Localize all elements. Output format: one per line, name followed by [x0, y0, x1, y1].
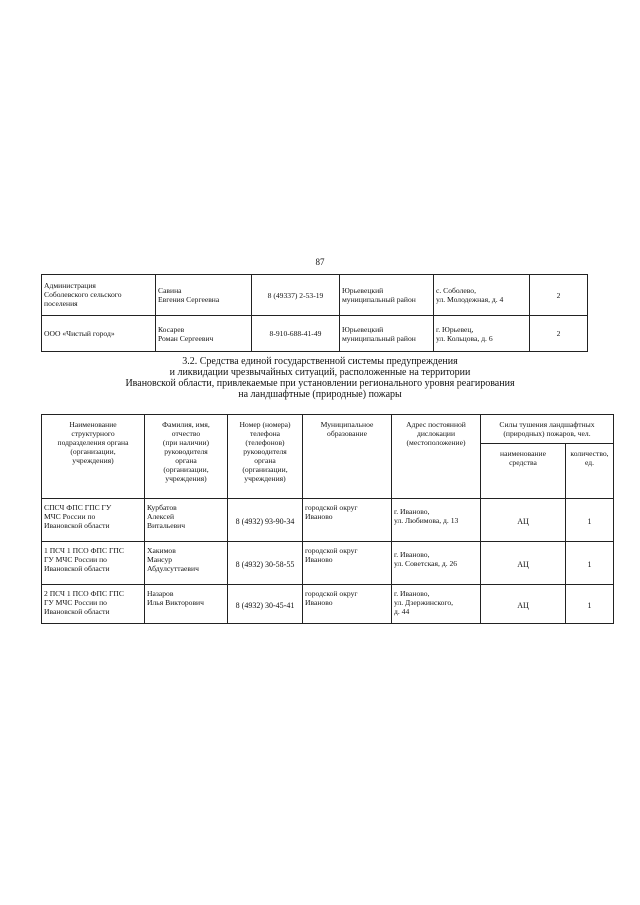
count-cell: 2 — [530, 275, 588, 316]
emergency-forces-table — [41, 414, 614, 624]
table-row — [42, 585, 614, 624]
unit-cell: СПСЧ ФПС ГПС ГУ МЧС России по Ивановской области — [42, 499, 145, 542]
means-cell: АЦ — [481, 585, 566, 624]
address-cell: г. Иваново, ул. Дзержинского, д. 44 — [392, 585, 481, 624]
unit-cell: 2 ПСЧ 1 ПСО ФПС ГПС ГУ МЧС России по Ивановской области — [42, 585, 145, 624]
phone-cell: 8 (49337) 2-53-19 — [252, 275, 340, 316]
header-means-name: наименование средства — [481, 444, 566, 499]
municipality-cell: городской округ Иваново — [303, 542, 392, 585]
contacts-table-continued — [41, 274, 588, 352]
header-forces: Силы тушения ландшафтных (природных) пожаров, чел. — [481, 415, 614, 444]
header-quantity: количество, ед. — [566, 444, 614, 499]
municipality-cell: городской округ Иваново — [303, 499, 392, 542]
name-cell: Хакимов Мансур Абдулсуттаевич — [145, 542, 228, 585]
quantity-cell: 1 — [566, 499, 614, 542]
name-cell: Курбатов Алексей Витальевич — [145, 499, 228, 542]
org-name-cell: ООО «Чистый город» — [42, 316, 156, 352]
address-cell: г. Иваново, ул. Любимова, д. 13 — [392, 499, 481, 542]
count-cell: 2 — [530, 316, 588, 352]
header-phone: Номер (номера) телефона (телефонов) руководителя органа (организации, учреждения) — [228, 415, 303, 499]
table-header-row — [42, 415, 614, 444]
quantity-cell: 1 — [566, 542, 614, 585]
address-cell: г. Юрьевец, ул. Кольцова, д. 6 — [434, 316, 530, 352]
header-address: Адрес постоянной дислокации (местоположение) — [392, 415, 481, 499]
table-row — [42, 316, 588, 352]
person-cell: Косарев Роман Сергеевич — [156, 316, 252, 352]
phone-cell: 8 (4932) 30-45-41 — [228, 585, 303, 624]
section-heading-line: 3.2. Средства единой государственной системы предупреждения — [182, 356, 458, 367]
org-name-cell: Администрация Соболевского сельского поселения — [42, 275, 156, 316]
table-row — [42, 542, 614, 585]
header-name: Фамилия, имя, отчество (при наличии) руководителя органа (организации, учреждения) — [145, 415, 228, 499]
table-row — [42, 275, 588, 316]
section-heading-line: и ликвидации чрезвычайных ситуаций, расположенные на территории — [169, 367, 471, 378]
quantity-cell: 1 — [566, 585, 614, 624]
unit-cell: 1 ПСЧ 1 ПСО ФПС ГПС ГУ МЧС России по Ивановской области — [42, 542, 145, 585]
header-municipality: Муниципальное образование — [303, 415, 392, 499]
page-number: 87 — [315, 257, 325, 267]
phone-cell: 8 (4932) 30-58-55 — [228, 542, 303, 585]
district-cell: Юрьевецкий муниципальный район — [340, 275, 434, 316]
means-cell: АЦ — [481, 542, 566, 585]
district-cell: Юрьевецкий муниципальный район — [340, 316, 434, 352]
means-cell: АЦ — [481, 499, 566, 542]
header-unit: Наименование структурного подразделения органа (организации, учреждения) — [42, 415, 145, 499]
table-row — [42, 499, 614, 542]
address-cell: с. Соболево, ул. Молодежная, д. 4 — [434, 275, 530, 316]
person-cell: Савина Евгения Сергеевна — [156, 275, 252, 316]
phone-cell: 8 (4932) 93-90-34 — [228, 499, 303, 542]
municipality-cell: городской округ Иваново — [303, 585, 392, 624]
section-heading-line: Ивановской области, привлекаемые при установлении регионального уровня реагирования — [125, 378, 515, 389]
address-cell: г. Иваново, ул. Советская, д. 26 — [392, 542, 481, 585]
section-heading — [0, 356, 640, 400]
name-cell: Назаров Илья Викторович — [145, 585, 228, 624]
phone-cell: 8-910-688-41-49 — [252, 316, 340, 352]
section-heading-line: на ландшафтные (природные) пожары — [238, 389, 402, 400]
